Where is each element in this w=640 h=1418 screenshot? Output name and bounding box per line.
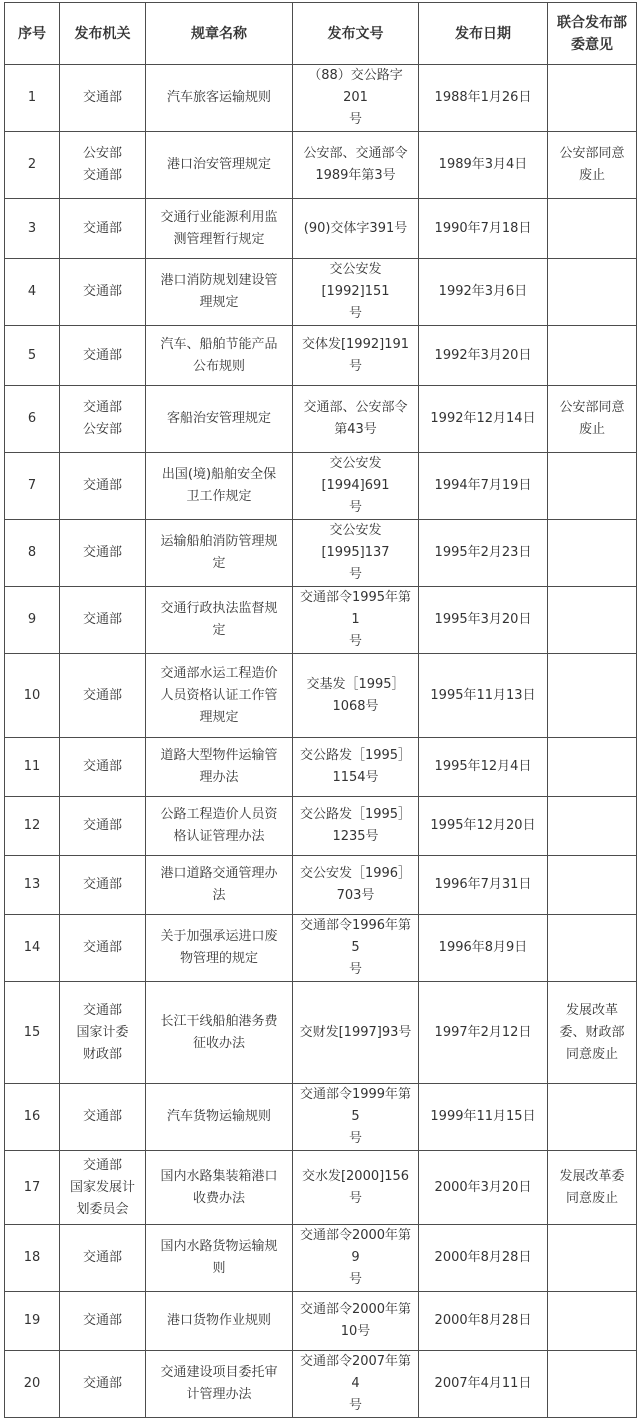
table-row bbox=[5, 326, 637, 386]
joint-opinion-cell bbox=[548, 797, 637, 856]
agency-cell: 交通部 bbox=[60, 1084, 146, 1151]
row-index: 15 bbox=[5, 982, 60, 1084]
agency-cell: 交通部 bbox=[60, 65, 146, 132]
doc-number-cell: (90)交体字391号 bbox=[293, 199, 419, 259]
row-index: 5 bbox=[5, 326, 60, 386]
table-body bbox=[5, 65, 637, 1418]
table-row bbox=[5, 856, 637, 915]
row-index: 2 bbox=[5, 132, 60, 199]
regulation-name-cell: 港口道路交通管理办 法 bbox=[146, 856, 293, 915]
release-date-cell: 1995年2月23日 bbox=[419, 520, 548, 587]
table-row bbox=[5, 587, 637, 654]
doc-number-cell: 交通部令1996年第5 号 bbox=[293, 915, 419, 982]
release-date-cell: 1992年3月6日 bbox=[419, 259, 548, 326]
release-date-cell: 1999年11月15日 bbox=[419, 1084, 548, 1151]
joint-opinion-cell bbox=[548, 1084, 637, 1151]
row-index: 11 bbox=[5, 738, 60, 797]
regulations-table bbox=[4, 2, 637, 1418]
table-row bbox=[5, 1225, 637, 1292]
table-row bbox=[5, 654, 637, 738]
row-index: 16 bbox=[5, 1084, 60, 1151]
row-index: 9 bbox=[5, 587, 60, 654]
table-row bbox=[5, 915, 637, 982]
agency-cell: 交通部 公安部 bbox=[60, 386, 146, 453]
agency-cell: 交通部 bbox=[60, 453, 146, 520]
joint-opinion-cell bbox=[548, 453, 637, 520]
agency-cell: 交通部 bbox=[60, 738, 146, 797]
doc-number-cell: 交公安发［1996］ 703号 bbox=[293, 856, 419, 915]
joint-opinion-cell: 公安部同意 废止 bbox=[548, 132, 637, 199]
row-index: 4 bbox=[5, 259, 60, 326]
row-index: 1 bbox=[5, 65, 60, 132]
doc-number-cell: （88）交公路字201 号 bbox=[293, 65, 419, 132]
release-date-cell: 1988年1月26日 bbox=[419, 65, 548, 132]
doc-number-cell: 交通部令1999年第5 号 bbox=[293, 1084, 419, 1151]
row-index: 3 bbox=[5, 199, 60, 259]
row-index: 10 bbox=[5, 654, 60, 738]
doc-number-cell: 交公路发［1995］ 1154号 bbox=[293, 738, 419, 797]
regulation-name-cell: 港口消防规划建设管 理规定 bbox=[146, 259, 293, 326]
doc-number-cell: 交基发［1995］ 1068号 bbox=[293, 654, 419, 738]
release-date-cell: 1992年12月14日 bbox=[419, 386, 548, 453]
table-row bbox=[5, 259, 637, 326]
agency-cell: 交通部 bbox=[60, 856, 146, 915]
joint-opinion-cell bbox=[548, 326, 637, 386]
doc-number-cell: 交公路发［1995］ 1235号 bbox=[293, 797, 419, 856]
regulation-name-cell: 长江干线船舶港务费 征收办法 bbox=[146, 982, 293, 1084]
table-row bbox=[5, 1292, 637, 1351]
agency-cell: 交通部 bbox=[60, 199, 146, 259]
row-index: 14 bbox=[5, 915, 60, 982]
regulation-name-cell: 交通行政执法监督规 定 bbox=[146, 587, 293, 654]
regulation-name-cell: 交通行业能源利用监 测管理暂行规定 bbox=[146, 199, 293, 259]
release-date-cell: 1995年12月20日 bbox=[419, 797, 548, 856]
regulation-name-cell: 国内水路货物运输规 则 bbox=[146, 1225, 293, 1292]
joint-opinion-cell bbox=[548, 199, 637, 259]
release-date-cell: 2000年8月28日 bbox=[419, 1225, 548, 1292]
doc-number-cell: 交通部令2007年第4 号 bbox=[293, 1351, 419, 1418]
agency-cell: 交通部 国家计委 财政部 bbox=[60, 982, 146, 1084]
regulation-name-cell: 港口治安管理规定 bbox=[146, 132, 293, 199]
header-release-date: 发布日期 bbox=[419, 3, 548, 65]
regulation-name-cell: 汽车、船舶节能产品 公布规则 bbox=[146, 326, 293, 386]
table-row bbox=[5, 386, 637, 453]
regulation-name-cell: 关于加强承运进口废 物管理的规定 bbox=[146, 915, 293, 982]
table-row bbox=[5, 1084, 637, 1151]
table-row bbox=[5, 797, 637, 856]
header-regulation-name: 规章名称 bbox=[146, 3, 293, 65]
release-date-cell: 1992年3月20日 bbox=[419, 326, 548, 386]
row-index: 17 bbox=[5, 1151, 60, 1225]
header-row bbox=[5, 3, 637, 65]
agency-cell: 交通部 bbox=[60, 915, 146, 982]
header-agency: 发布机关 bbox=[60, 3, 146, 65]
regulation-name-cell: 出国(境)船舶安全保 卫工作规定 bbox=[146, 453, 293, 520]
header-joint-opinion: 联合发布部 委意见 bbox=[548, 3, 637, 65]
agency-cell: 交通部 bbox=[60, 326, 146, 386]
doc-number-cell: 交通部令2000年第9 号 bbox=[293, 1225, 419, 1292]
regulation-name-cell: 客船治安管理规定 bbox=[146, 386, 293, 453]
doc-number-cell: 交公安发[1992]151 号 bbox=[293, 259, 419, 326]
row-index: 19 bbox=[5, 1292, 60, 1351]
row-index: 13 bbox=[5, 856, 60, 915]
release-date-cell: 1997年2月12日 bbox=[419, 982, 548, 1084]
joint-opinion-cell bbox=[548, 1292, 637, 1351]
release-date-cell: 1990年7月18日 bbox=[419, 199, 548, 259]
agency-cell: 交通部 国家发展计 划委员会 bbox=[60, 1151, 146, 1225]
table-row bbox=[5, 132, 637, 199]
doc-number-cell: 交通部令1995年第1 号 bbox=[293, 587, 419, 654]
release-date-cell: 1995年3月20日 bbox=[419, 587, 548, 654]
joint-opinion-cell bbox=[548, 915, 637, 982]
doc-number-cell: 交公安发[1995]137 号 bbox=[293, 520, 419, 587]
agency-cell: 交通部 bbox=[60, 259, 146, 326]
joint-opinion-cell: 发展改革委 同意废止 bbox=[548, 1151, 637, 1225]
joint-opinion-cell: 发展改革 委、财政部 同意废止 bbox=[548, 982, 637, 1084]
agency-cell: 交通部 bbox=[60, 1292, 146, 1351]
release-date-cell: 1996年8月9日 bbox=[419, 915, 548, 982]
release-date-cell: 1995年11月13日 bbox=[419, 654, 548, 738]
doc-number-cell: 交水发[2000]156号 bbox=[293, 1151, 419, 1225]
regulation-name-cell: 港口货物作业规则 bbox=[146, 1292, 293, 1351]
doc-number-cell: 交财发[1997]93号 bbox=[293, 982, 419, 1084]
release-date-cell: 1994年7月19日 bbox=[419, 453, 548, 520]
agency-cell: 交通部 bbox=[60, 1225, 146, 1292]
row-index: 12 bbox=[5, 797, 60, 856]
doc-number-cell: 交通部、公安部令 第43号 bbox=[293, 386, 419, 453]
row-index: 7 bbox=[5, 453, 60, 520]
release-date-cell: 2007年4月11日 bbox=[419, 1351, 548, 1418]
joint-opinion-cell bbox=[548, 856, 637, 915]
table-row bbox=[5, 520, 637, 587]
regulation-name-cell: 公路工程造价人员资 格认证管理办法 bbox=[146, 797, 293, 856]
agency-cell: 交通部 bbox=[60, 1351, 146, 1418]
agency-cell: 交通部 bbox=[60, 587, 146, 654]
doc-number-cell: 交通部令2000年第 10号 bbox=[293, 1292, 419, 1351]
table-row bbox=[5, 453, 637, 520]
row-index: 6 bbox=[5, 386, 60, 453]
table-row bbox=[5, 1151, 637, 1225]
table-row bbox=[5, 738, 637, 797]
row-index: 8 bbox=[5, 520, 60, 587]
table-row bbox=[5, 1351, 637, 1418]
doc-number-cell: 交公安发[1994]691 号 bbox=[293, 453, 419, 520]
doc-number-cell: 公安部、交通部令 1989年第3号 bbox=[293, 132, 419, 199]
table-row bbox=[5, 65, 637, 132]
regulation-name-cell: 道路大型物件运输管 理办法 bbox=[146, 738, 293, 797]
joint-opinion-cell bbox=[548, 587, 637, 654]
table-row bbox=[5, 982, 637, 1084]
regulation-name-cell: 交通建设项目委托审 计管理办法 bbox=[146, 1351, 293, 1418]
regulation-name-cell: 交通部水运工程造价 人员资格认证工作管 理规定 bbox=[146, 654, 293, 738]
joint-opinion-cell: 公安部同意 废止 bbox=[548, 386, 637, 453]
regulation-name-cell: 运输船舶消防管理规 定 bbox=[146, 520, 293, 587]
release-date-cell: 2000年8月28日 bbox=[419, 1292, 548, 1351]
release-date-cell: 2000年3月20日 bbox=[419, 1151, 548, 1225]
agency-cell: 交通部 bbox=[60, 797, 146, 856]
agency-cell: 公安部 交通部 bbox=[60, 132, 146, 199]
joint-opinion-cell bbox=[548, 1225, 637, 1292]
header-index: 序号 bbox=[5, 3, 60, 65]
row-index: 18 bbox=[5, 1225, 60, 1292]
regulation-name-cell: 汽车货物运输规则 bbox=[146, 1084, 293, 1151]
doc-number-cell: 交体发[1992]191号 bbox=[293, 326, 419, 386]
joint-opinion-cell bbox=[548, 520, 637, 587]
table-row bbox=[5, 199, 637, 259]
row-index: 20 bbox=[5, 1351, 60, 1418]
joint-opinion-cell bbox=[548, 1351, 637, 1418]
regulation-name-cell: 汽车旅客运输规则 bbox=[146, 65, 293, 132]
joint-opinion-cell bbox=[548, 654, 637, 738]
regulation-name-cell: 国内水路集装箱港口 收费办法 bbox=[146, 1151, 293, 1225]
joint-opinion-cell bbox=[548, 738, 637, 797]
joint-opinion-cell bbox=[548, 65, 637, 132]
release-date-cell: 1995年12月4日 bbox=[419, 738, 548, 797]
agency-cell: 交通部 bbox=[60, 520, 146, 587]
joint-opinion-cell bbox=[548, 259, 637, 326]
header-doc-number: 发布文号 bbox=[293, 3, 419, 65]
release-date-cell: 1989年3月4日 bbox=[419, 132, 548, 199]
agency-cell: 交通部 bbox=[60, 654, 146, 738]
release-date-cell: 1996年7月31日 bbox=[419, 856, 548, 915]
